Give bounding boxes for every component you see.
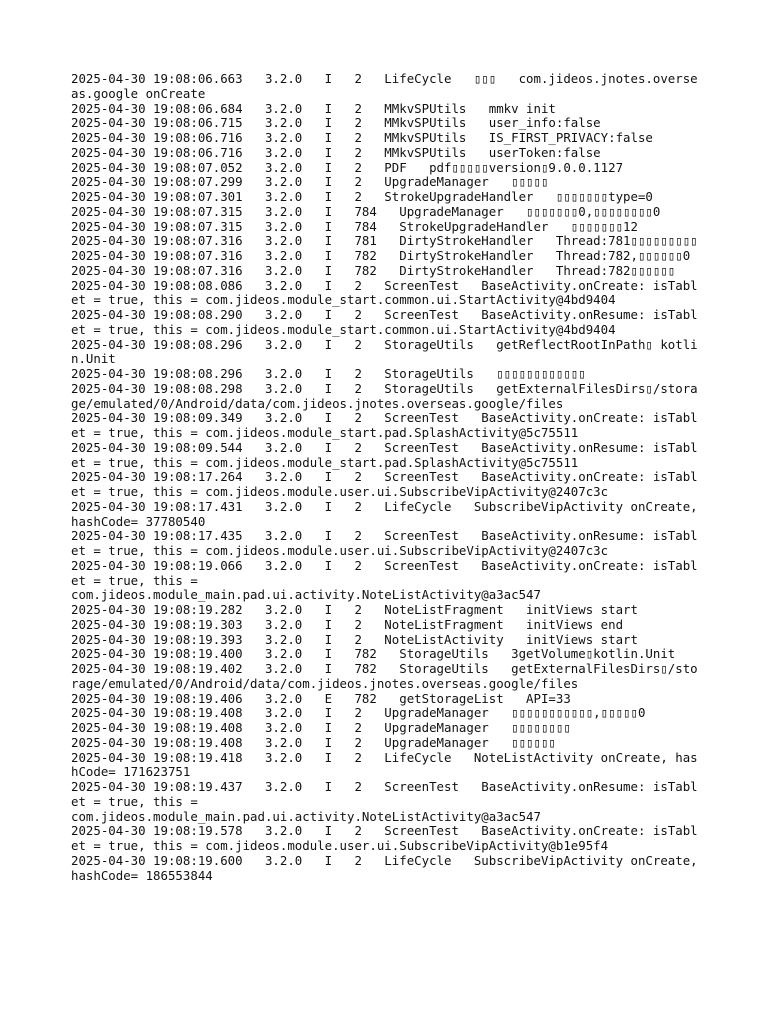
log-line: 2025-04-30 19:08:07.315 3.2.0 I 784 UpgradeManager ▯▯▯▯▯▯▯0,▯▯▯▯▯▯▯▯0 [71,203,661,219]
log-line: 2025-04-30 19:08:17.435 3.2.0 I 2 ScreenTest BaseActivity.onResume: isTablet = true, this = com.jideos.module.user.ui.SubscribeVipActivity@2407c3c [71,528,698,558]
log-line: 2025-04-30 19:08:06.716 3.2.0 I 2 MMkvSPUtils userToken:false [71,144,601,160]
log-line: 2025-04-30 19:08:06.684 3.2.0 I 2 MMkvSPUtils mmkv init [71,100,556,116]
log-line: 2025-04-30 19:08:08.086 3.2.0 I 2 ScreenTest BaseActivity.onCreate: isTablet = true, this = com.jideos.module_start.common.ui.StartActivity@4bd9404 [71,277,698,308]
log-line: 2025-04-30 19:08:19.600 3.2.0 I 2 LifeCycle SubscribeVipActivity onCreate, hashCode= 186553844 [71,852,706,883]
log-line: 2025-04-30 19:08:17.264 3.2.0 I 2 ScreenTest BaseActivity.onCreate: isTablet = true, this = com.jideos.module.user.ui.SubscribeVipActivity@2407c3c [71,469,698,499]
log-line: 2025-04-30 19:08:07.315 3.2.0 I 784 StrokeUpgradeHandler ▯▯▯▯▯▯▯12 [71,218,638,234]
log-line: 2025-04-30 19:08:19.282 3.2.0 I 2 NoteListFragment initViews start [71,602,638,617]
log-line: 2025-04-30 19:08:19.406 3.2.0 E 782 getStorageList API=33 [71,690,571,706]
log-line: 2025-04-30 19:08:19.408 3.2.0 I 2 UpgradeManager ▯▯▯▯▯▯ [71,734,556,750]
log-line: 2025-04-30 19:08:08.296 3.2.0 I 2 StorageUtils ▯▯▯▯▯▯▯▯▯▯▯▯ [71,366,586,381]
log-line: 2025-04-30 19:08:19.437 3.2.0 I 2 ScreenTest BaseActivity.onResume: isTablet = true, this = com.jideos.module_main.pad.ui.activity.NoteListActivity@a3ac547 [71,779,698,824]
log-line: 2025-04-30 19:08:19.393 3.2.0 I 2 NoteListActivity initViews start [71,631,638,647]
log-line: 2025-04-30 19:08:06.716 3.2.0 I 2 MMkvSPUtils IS_FIRST_PRIVACY:false [71,130,653,145]
log-line: 2025-04-30 19:08:19.578 3.2.0 I 2 ScreenTest BaseActivity.onCreate: isTablet = true, this = com.jideos.module.user.ui.SubscribeVipActivity@b1e95f4 [71,823,698,853]
log-line: 2025-04-30 19:08:07.316 3.2.0 I 782 DirtyStrokeHandler Thread:782▯▯▯▯▯▯ [71,262,676,278]
log-line: 2025-04-30 19:08:08.290 3.2.0 I 2 ScreenTest BaseActivity.onResume: isTablet = true, this = com.jideos.module_start.common.ui.StartActivity@4bd9404 [71,307,698,337]
log-line: 2025-04-30 19:08:17.431 3.2.0 I 2 LifeCycle SubscribeVipActivity onCreate, hashCode= 37780540 [71,498,706,529]
log-line: 2025-04-30 19:08:09.349 3.2.0 I 2 ScreenTest BaseActivity.onCreate: isTablet = true, this = com.jideos.module_start.pad.SplashActivity@5c75511 [71,410,698,440]
log-line: 2025-04-30 19:08:06.715 3.2.0 I 2 MMkvSPUtils user_info:false [71,115,601,131]
log-line: 2025-04-30 19:08:08.298 3.2.0 I 2 StorageUtils getExternalFilesDirs▯/storage/emulated/0/Android/data/com.jideos.jnotes.overseas.google/files [71,380,698,411]
log-document [71,71,706,883]
log-line: 2025-04-30 19:08:07.052 3.2.0 I 2 PDF pdf▯▯▯▯▯version▯9.0.0.1127 [71,159,624,175]
log-line: 2025-04-30 19:08:07.316 3.2.0 I 781 DirtyStrokeHandler Thread:781▯▯▯▯▯▯▯▯▯ [71,233,698,249]
log-line: 2025-04-30 19:08:07.299 3.2.0 I 2 UpgradeManager ▯▯▯▯▯ [71,174,549,190]
log-line: 2025-04-30 19:08:19.400 3.2.0 I 782 StorageUtils 3getVolume▯kotlin.Unit [71,646,676,662]
log-line: 2025-04-30 19:08:19.066 3.2.0 I 2 ScreenTest BaseActivity.onCreate: isTablet = true, this = com.jideos.module_main.pad.ui.activity.NoteListActivity@a3ac547 [71,557,698,603]
log-line: 2025-04-30 19:08:19.303 3.2.0 I 2 NoteListFragment initViews end [71,616,624,632]
log-line: 2025-04-30 19:08:08.296 3.2.0 I 2 StorageUtils getReflectRootInPath▯ kotlin.Unit [71,336,698,367]
log-line: 2025-04-30 19:08:07.316 3.2.0 I 782 DirtyStrokeHandler Thread:782,▯▯▯▯▯▯0 [71,248,691,263]
log-line: 2025-04-30 19:08:19.408 3.2.0 I 2 UpgradeManager ▯▯▯▯▯▯▯▯▯▯▯,▯▯▯▯▯0 [71,705,646,721]
log-line: 2025-04-30 19:08:06.663 3.2.0 I 2 LifeCycle ▯▯▯ com.jideos.jnotes.overseas.google onCreate [71,71,698,101]
log-line: 2025-04-30 19:08:09.544 3.2.0 I 2 ScreenTest BaseActivity.onResume: isTablet = true, this = com.jideos.module_start.pad.SplashActivity@5c75511 [71,439,698,470]
log-line: 2025-04-30 19:08:19.402 3.2.0 I 782 StorageUtils getExternalFilesDirs▯/storage/emulated/0/Android/data/com.jideos.jnotes.overseas.google/files [71,661,698,691]
log-line: 2025-04-30 19:08:19.408 3.2.0 I 2 UpgradeManager ▯▯▯▯▯▯▯▯ [71,720,571,735]
log-line: 2025-04-30 19:08:19.418 3.2.0 I 2 LifeCycle NoteListActivity onCreate, hashCode= 171623751 [71,749,698,780]
log-line: 2025-04-30 19:08:07.301 3.2.0 I 2 StrokeUpgradeHandler ▯▯▯▯▯▯▯type=0 [71,189,653,204]
